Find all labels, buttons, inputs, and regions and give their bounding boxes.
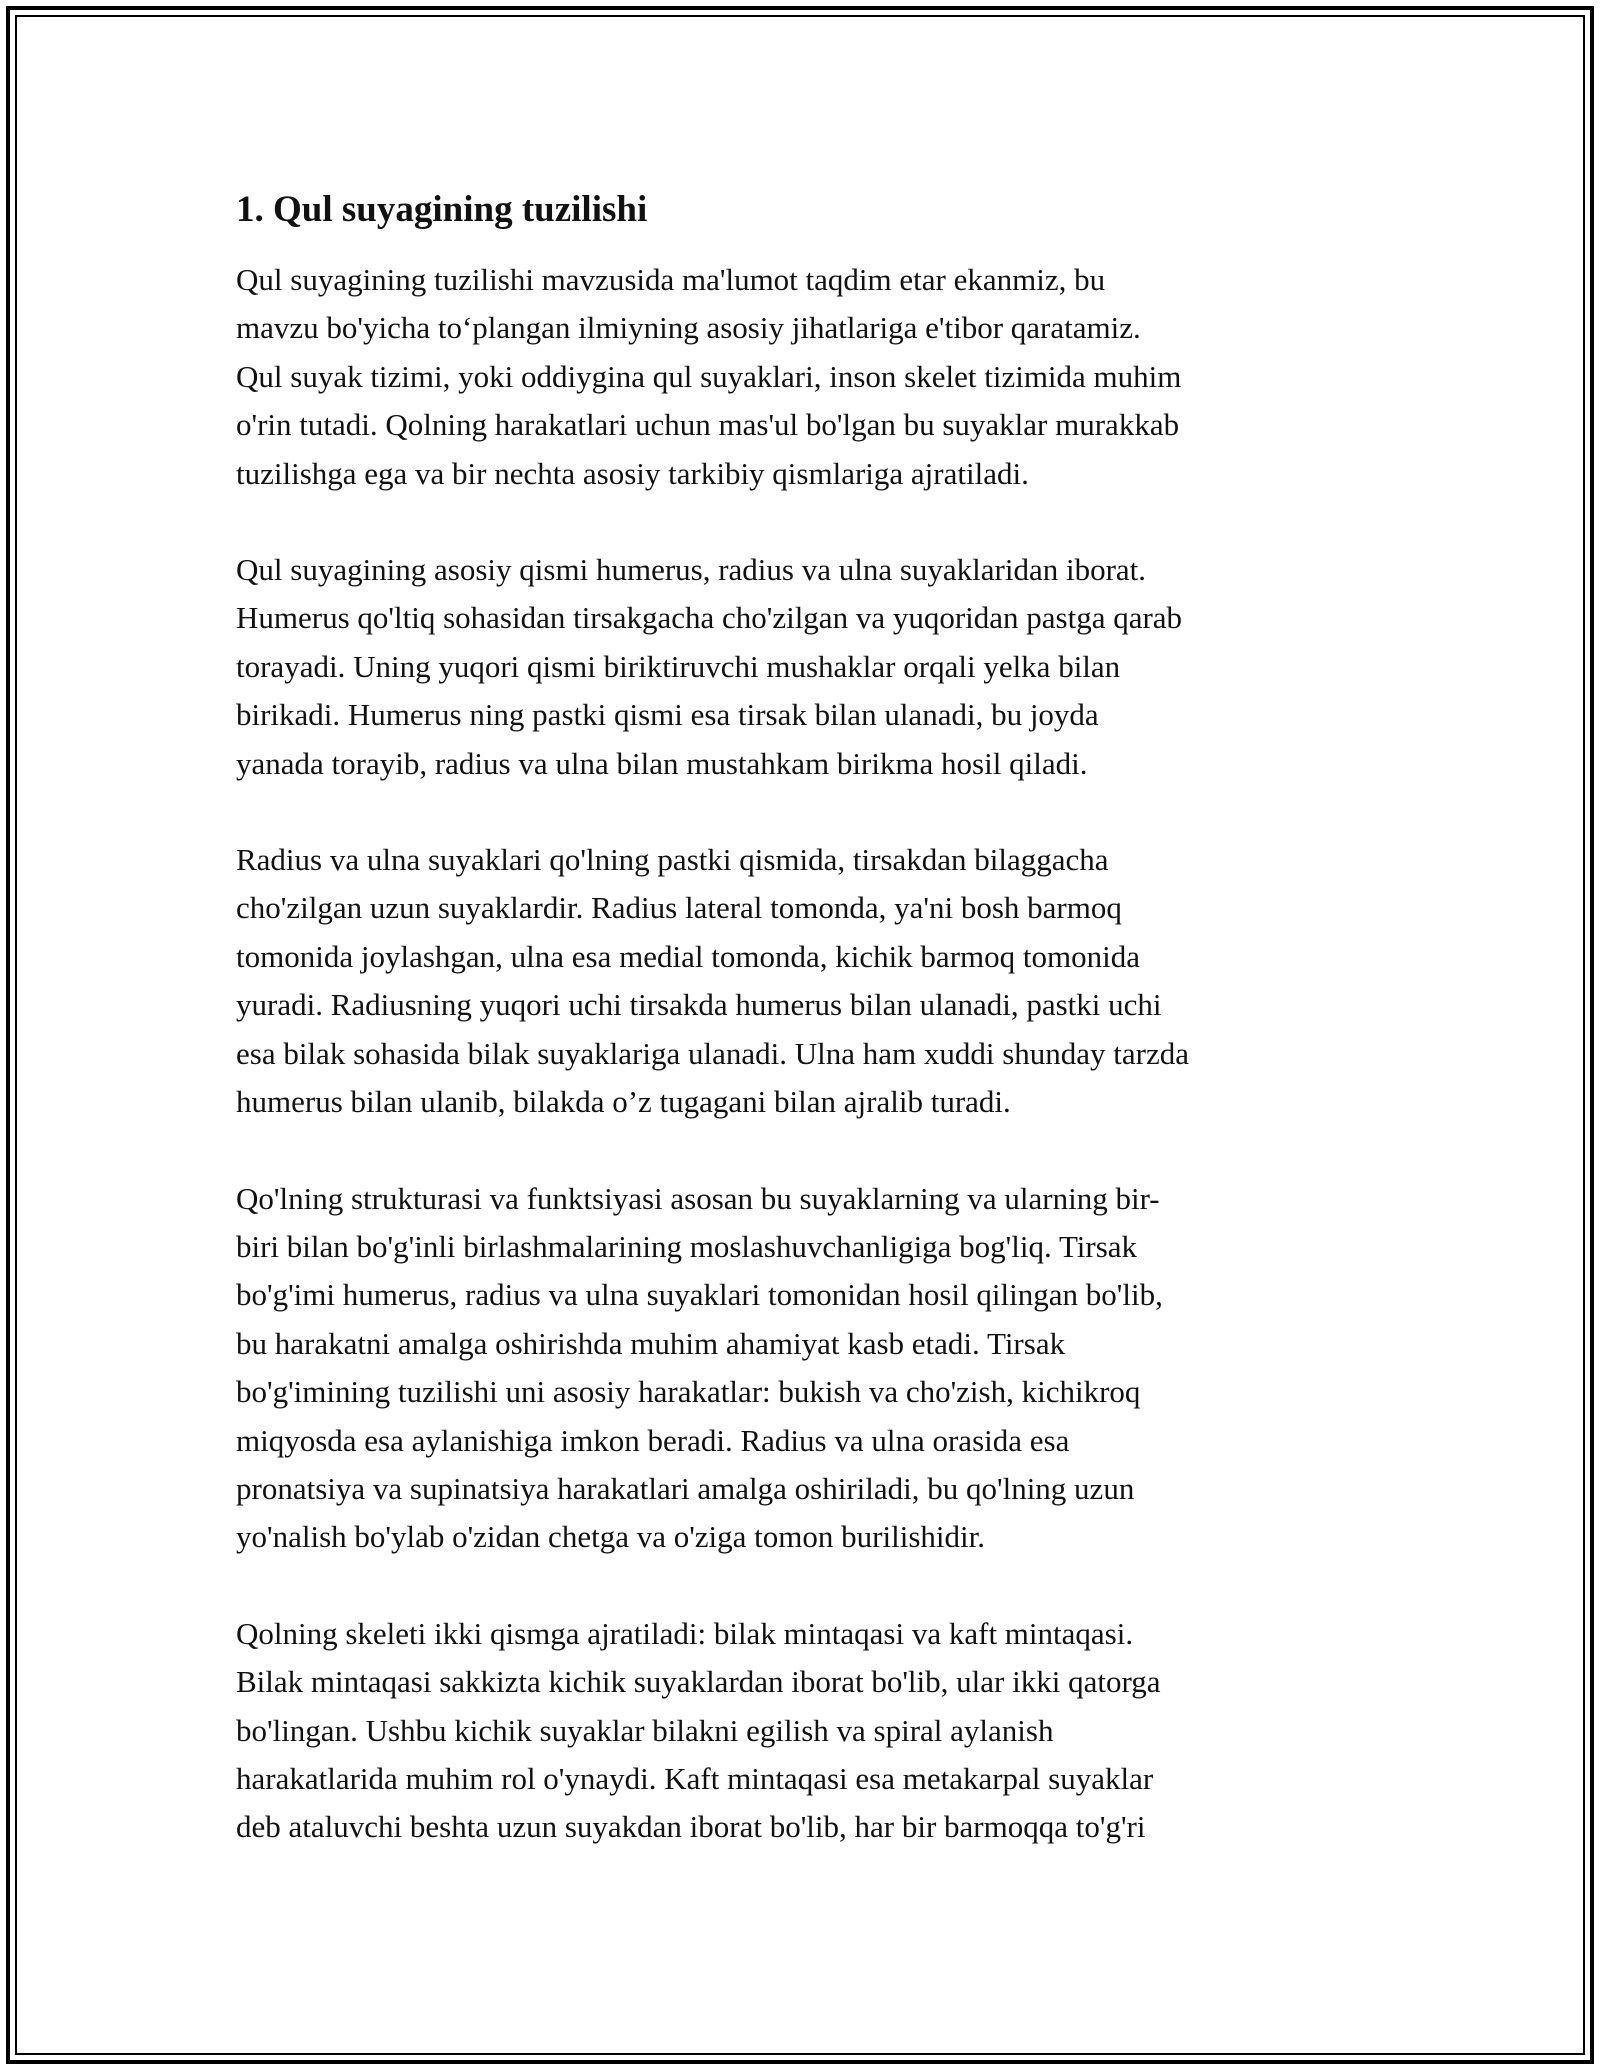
document-body bbox=[236, 186, 1366, 1900]
paragraph-5: Qolning skeleti ikki qismga ajratiladi: bilak mintaqasi va kaft mintaqasi. Bilak mintaqasi sakkizta kichik suyaklardan iborat bo'lib, ular ikki qatorga bo'lingan. Ushbu kichik suyaklar bilakni egilish va spiral aylanish harakatlarida muhim rol o'ynaydi. Kaft mintaqasi esa metakarpal suyaklar deb ataluvchi beshta uzun suyakdan iborat bo'lib, har bir barmoqqa to'g'ri bbox=[236, 1615, 1161, 1845]
paragraph-2: Qul suyagining asosiy qismi humerus, radius va ulna suyaklaridan iborat. Humerus qo'ltiq sohasidan tirsakgacha cho'zilgan va yuqoridan pastga qarab torayadi. Uning yuqori qismi biriktiruvchi mushaklar orqali yelka bilan birikadi. Humerus ning pastki qismi esa tirsak bilan ulanadi, bu joyda yanada torayib, radius va ulna bilan mustahkam birikma hosil qiladi. bbox=[236, 552, 1183, 781]
paragraph-3: Radius va ulna suyaklari qo'lning pastki qismida, tirsakdan bilaggacha cho'zilgan uzun suyaklardir. Radius lateral tomonda, ya'ni bosh barmoq tomonida joylashgan, ulna esa medial tomonda, kichik barmoq tomonida yuradi. Radiusning yuqori uchi tirsakda humerus bilan ulanadi, pastki uchi esa bilak sohasida bilak suyaklariga ulanadi. Ulna ham xuddi shunday tarzda humerus bilan ulanib, bilakda o’z tugagani bilan ajralib turadi. bbox=[236, 842, 1189, 1120]
paragraph-4: Qo'lning strukturasi va funktsiyasi asosan bu suyaklarning va ularning bir- biri bilan bo'g'inli birlashmalarining moslashuvchanligiga bog'liq. Tirsak bo'g'imi humerus, radius va ulna suyaklari tomonidan hosil qilingan bo'lib, bu harakatni amalga oshirishda muhim ahamiyat kasb etadi. Tirsak bo'g'imining tuzilishi uni asosiy harakatlar: bukish va cho'zish, kichikroq miqyosda esa aylanishiga imkon beradi. Radius va ulna orasida esa pronatsiya va supinatsiya harakatlari amalga oshiriladi, bu qo'lning uzun yo'nalish bo'ylab o'zidan chetga va o'ziga tomon burilishidir. bbox=[236, 1180, 1163, 1555]
section-heading: 1. Qul suyagining tuzilishi bbox=[236, 189, 648, 230]
paragraph-1: Qul suyagining tuzilishi mavzusida ma'lumot taqdim etar ekanmiz, bu mavzu bo'yicha to‘plangan ilmiyning asosiy jihatlariga e'tibor qaratamiz. Qul suyak tizimi, yoki oddiygina qul suyaklari, inson skelet tizimida muhim o'rin tutadi. Qolning harakatlari uchun mas'ul bo'lgan bu suyaklar murakkab tuzilishga ega va bir nechta asosiy tarkibiy qismlariga ajratiladi. bbox=[236, 262, 1182, 491]
